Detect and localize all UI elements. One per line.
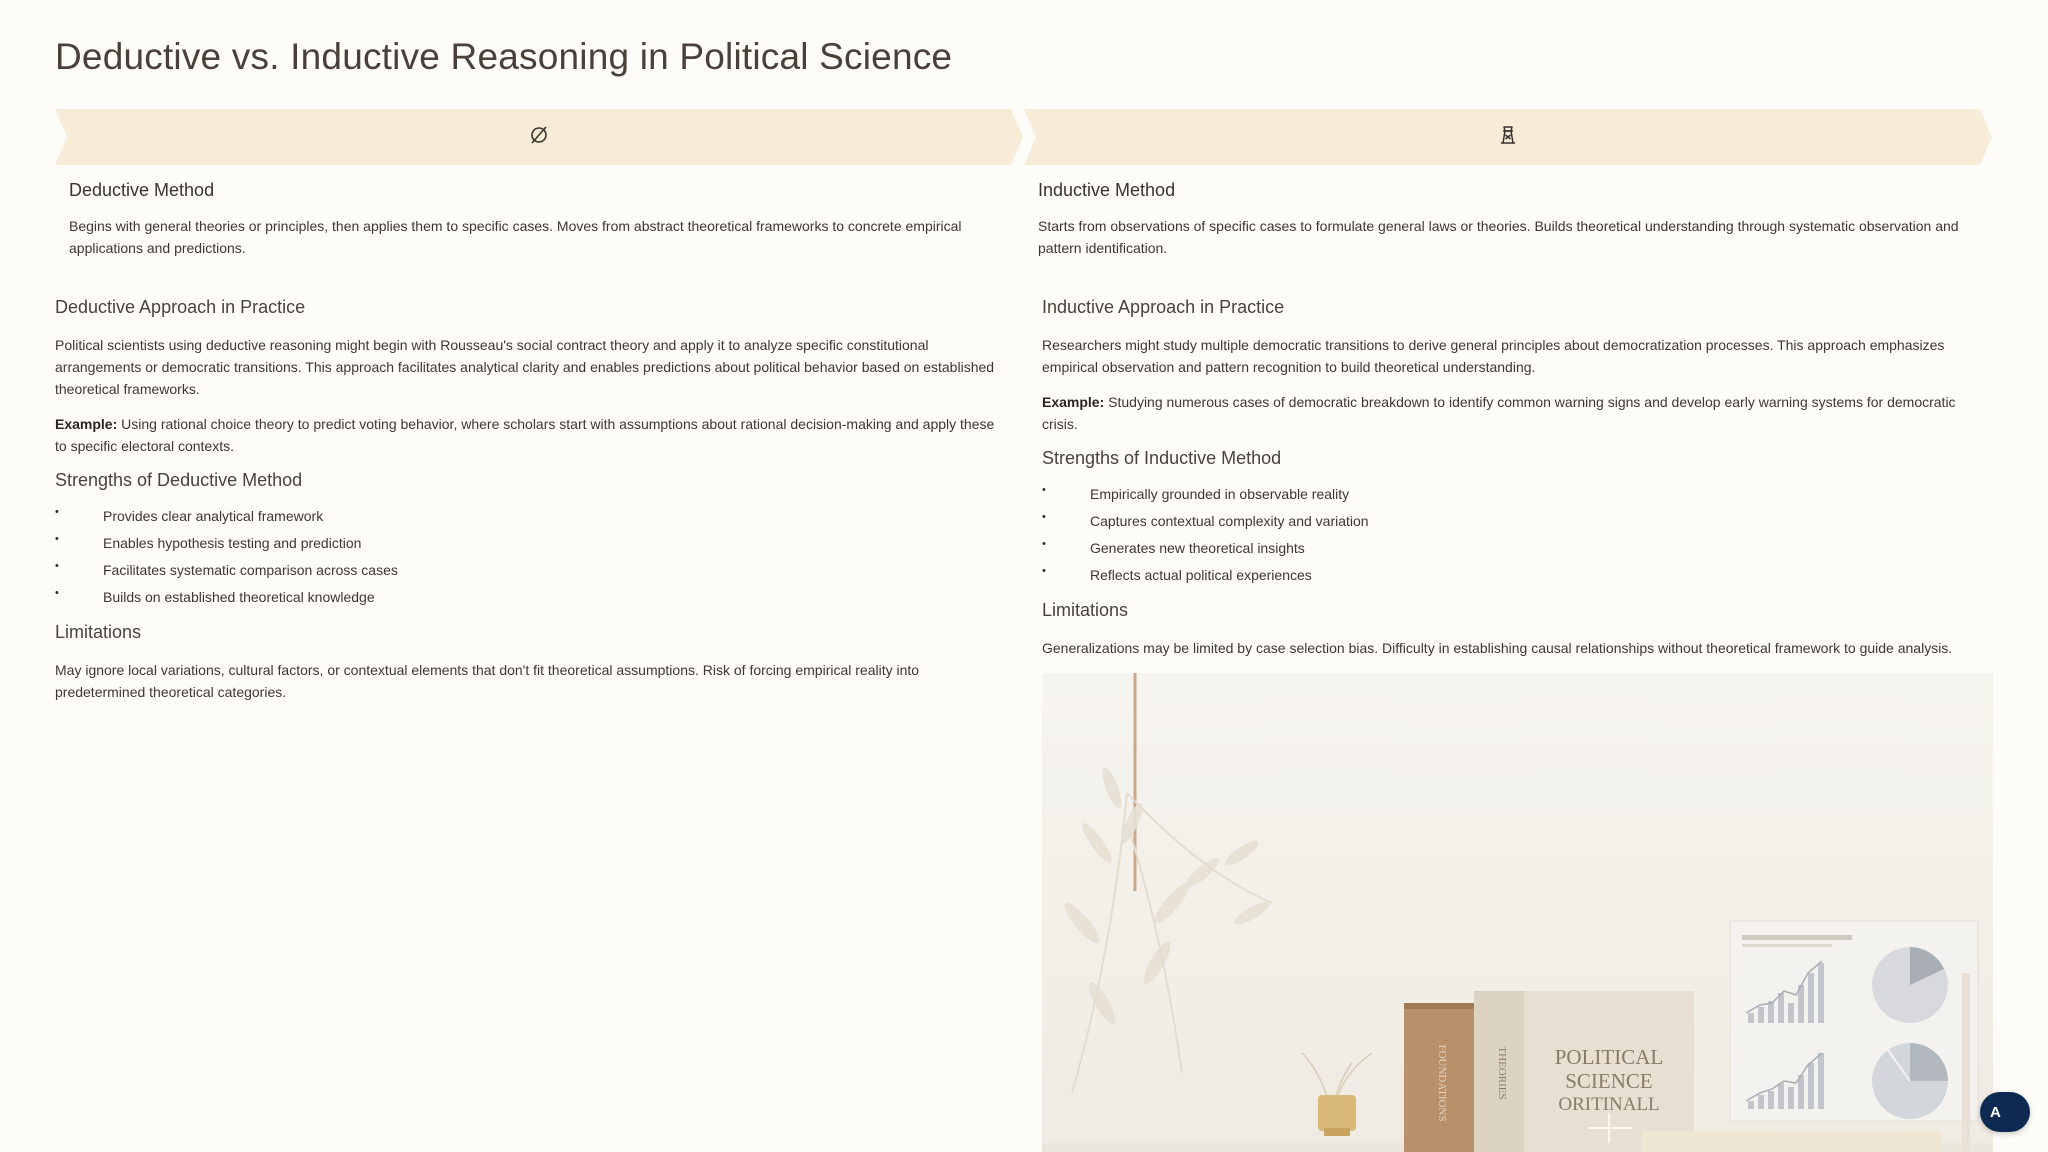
book-title-line1: POLITICAL [1554,1045,1664,1069]
inductive-method-desc: Starts from observations of specific cases to formulate general laws or theories. Builds theoretical understanding through systematic observation and pattern identification. [1038,218,1959,256]
deductive-summary [69,180,999,259]
list-item: • Builds on established theoretical knowledge [55,584,995,611]
watchtower-icon [1496,123,1520,152]
book-title-line3: ORITINALL [1558,1094,1660,1115]
list-item: • Generates new theoretical insights [1042,535,1992,562]
inductive-example [1042,391,1992,435]
inductive-example-text: Studying numerous cases of democratic breakdown to identify common warning signs and develop early warning systems for democratic crisis. [1042,394,1956,432]
deductive-practice-heading: Deductive Approach in Practice [55,297,306,317]
book-title-line2: SCIENCE [1565,1069,1653,1093]
page-title: Deductive vs. Inductive Reasoning in Political Science [55,36,953,77]
list-item: • Captures contextual complexity and variation [1042,508,1992,535]
inductive-detail [1042,297,1992,659]
inductive-example-label: Example: [1042,394,1105,410]
inductive-method-title: Inductive Method [1038,180,1176,200]
list-item: • Reflects actual political experiences [1042,562,1992,589]
deductive-limitations-text: May ignore local variations, cultural factors, or contextual elements that don't fit theoretical assumptions. Risk of forcing empirical reality into predetermined theoretical categories. [55,662,920,700]
list-item: • Empirically grounded in observable reality [1042,481,1992,508]
inductive-strengths-heading: Strengths of Inductive Method [1042,448,1282,468]
deductive-strengths-list [55,503,995,611]
deductive-detail [55,297,995,703]
deductive-limitations-heading: Limitations [55,622,142,642]
svg-text:THEORIES: THEORIES [1496,1046,1508,1100]
deductive-method-title: Deductive Method [69,180,215,200]
political-science-illustration [1042,673,1993,1152]
list-item: • Enables hypothesis testing and prediction [55,530,995,557]
list-item: • Facilitates systematic comparison across cases [55,557,995,584]
deductive-example-text: Using rational choice theory to predict voting behavior, where scholars start with assumptions about rational decision-making and apply these to specific electoral contexts. [55,416,995,454]
inductive-banner [1024,109,1992,165]
svg-text:FOUNDATIONS: FOUNDATIONS [1436,1044,1448,1122]
inductive-practice-text: Researchers might study multiple democratic transitions to derive general principles about democratization processes. This approach emphasizes empirical observation and pattern recognition to build theoretical understanding. [1042,337,1945,375]
chat-button-label: A [1990,1103,2001,1121]
deductive-banner [55,109,1023,165]
inductive-practice-heading: Inductive Approach in Practice [1042,297,1285,317]
list-item: • Provides clear analytical framework [55,503,995,530]
deductive-strengths-heading: Strengths of Deductive Method [55,470,303,490]
inductive-limitations-text: Generalizations may be limited by case selection bias. Difficulty in establishing causal relationships without theoretical framework to guide analysis. [1042,640,1953,656]
deductive-example-label: Example: [55,416,118,432]
inductive-summary [1038,180,1978,259]
chat-button[interactable] [1980,1092,2030,1132]
inductive-limitations-heading: Limitations [1042,600,1129,620]
deductive-practice-text: Political scientists using deductive reasoning might begin with Rousseau's social contract theory and apply it to analyze specific constitutional arrangements or democratic transitions. This approach facilitates analytical clarity and enables predictions about political behavior based on established theoretical frameworks. [55,337,995,397]
empty-set-icon [527,123,551,152]
deductive-example [55,413,995,457]
deductive-method-desc: Begins with general theories or principles, then applies them to specific cases. Moves from abstract theoretical frameworks to concrete empirical applications and predictions. [69,218,962,256]
inductive-strengths-list [1042,481,1992,589]
